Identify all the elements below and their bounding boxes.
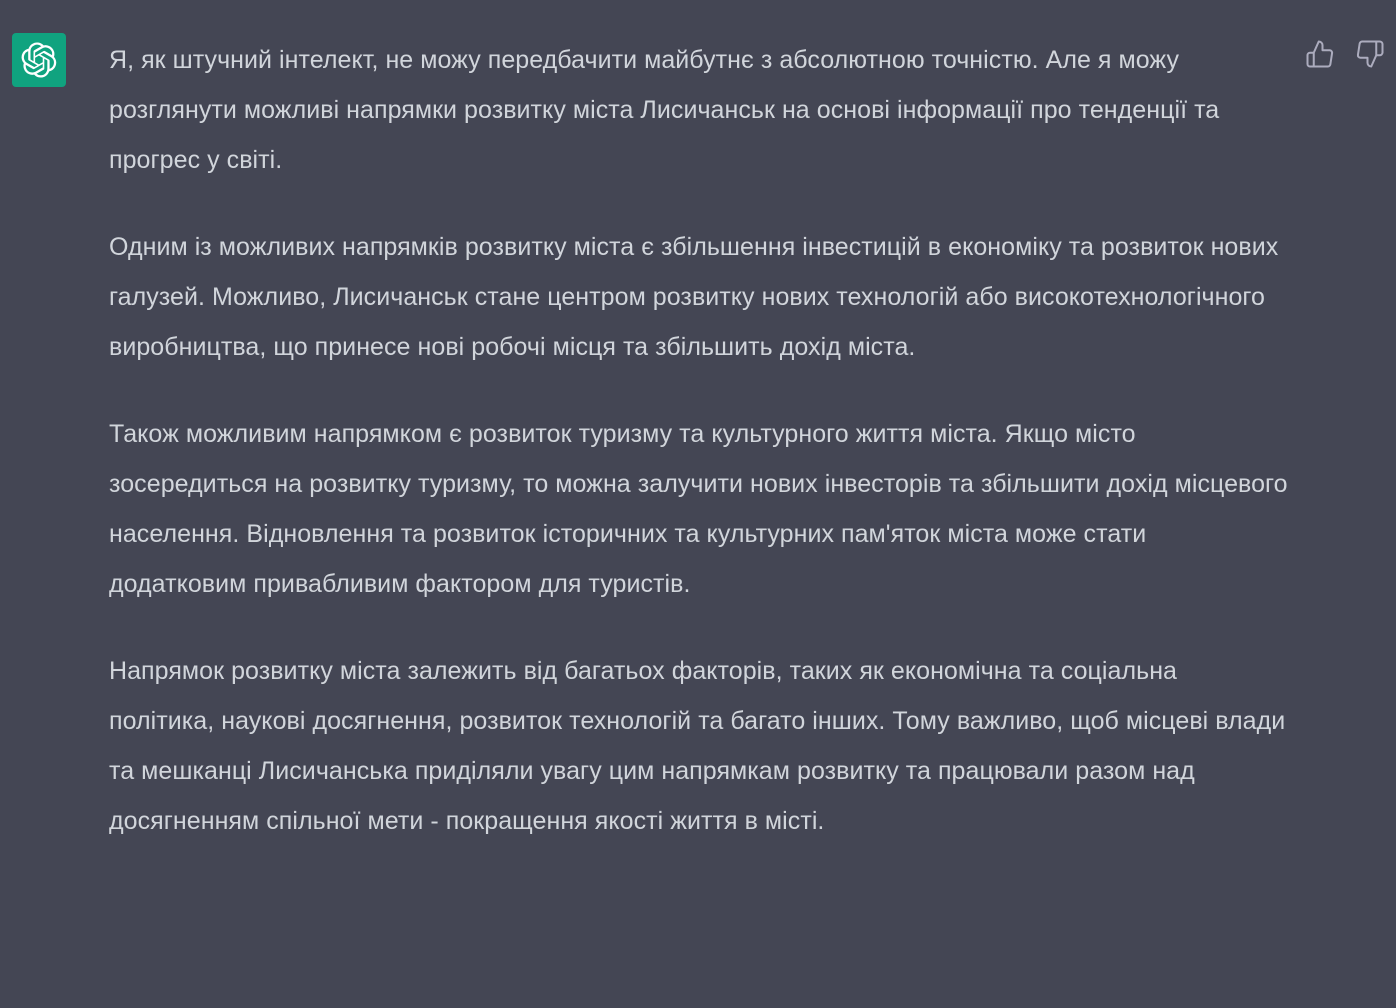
thumbs-down-icon <box>1355 39 1385 69</box>
message-paragraph: Також можливим напрямком є розвиток туризму та культурного життя міста. Якщо місто зосередиться на розвитку туризму, то можна залучити нових інвесторів та збільшити дохід місцевого населення. Відновлення та розвиток історичних та культурних пам'яток міста може стати додатковим привабливим фактором для туристів. <box>109 420 1288 598</box>
message-paragraph: Напрямок розвитку міста залежить від багатьох факторів, таких як економічна та соціальна політика, наукові досягнення, розвиток технологій та багато інших. Тому важливо, щоб місцеві влади та мешканці Лисичанська приділяли увагу цим напрямкам розвитку та працювали разом над досягненням спільної мети - покращення якості життя в місті. <box>109 657 1286 835</box>
message-paragraph: Я, як штучний інтелект, не можу передбачити майбутнє з абсолютною точністю. Але я можу розглянути можливі напрямки розвитку міста Лисичанськ на основі інформації про тенденції та прогрес у світі. <box>109 46 1220 174</box>
assistant-avatar <box>12 33 66 87</box>
openai-logo-icon <box>21 42 57 78</box>
feedback-buttons <box>1304 38 1386 70</box>
thumbs-up-icon <box>1305 39 1335 69</box>
thumbs-up-button[interactable] <box>1304 38 1336 70</box>
message-paragraph: Одним із можливих напрямків розвитку міста є збільшення інвестицій в економіку та розвиток нових галузей. Можливо, Лисичанськ стане центром розвитку нових технологій або високотехнологічного виробництва, що принесе нові робочі місця та збільшить дохід міста. <box>109 233 1279 361</box>
message-content <box>109 35 1289 883</box>
thumbs-down-button[interactable] <box>1354 38 1386 70</box>
